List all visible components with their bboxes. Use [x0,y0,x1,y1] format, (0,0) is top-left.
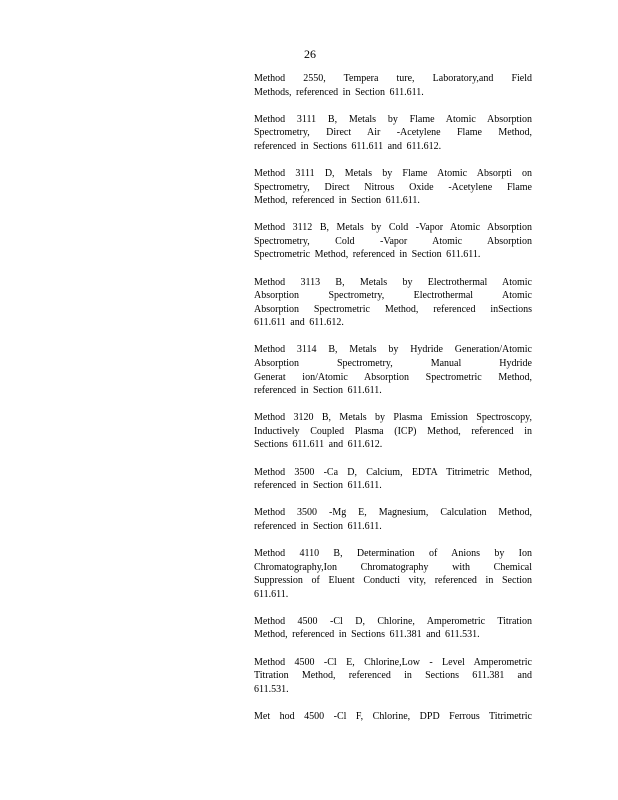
entry-line: 611.531. [254,683,289,695]
entry-line: Method 3112 B, Metals by Cold -Vapor Atomic Absorption [254,222,532,234]
reference-entry-method-3112b [254,221,532,262]
entry-line: Suppression of Eluent Conducti vity, referenced in Section [254,575,532,587]
entry-line: Method 3120 B, Metals by Plasma Emission Spectroscopy, [254,412,532,424]
reference-entry-method-3114b [254,343,532,397]
reference-list [254,72,532,737]
page-number: 26 [304,47,316,61]
entry-line: Absorption Spectrometric Method, referenced inSections [254,303,532,315]
entry-line: Method 2550, Tempera ture, Laboratory,and Field [254,73,532,84]
entry-line: Chromatography,Ion Chromatography with Chemical [254,561,532,573]
reference-entry-method-4500-cl-f [254,710,532,724]
entry-line: 611.611. [254,588,289,600]
entry-line: Method 4500 -Cl E, Chlorine,Low - Level Amperometric [254,656,532,668]
entry-line: Method 3113 B, Metals by Electrothermal Atomic [254,276,532,288]
entry-line: Method 3114 B, Metals by Hydride Generation/Atomic [254,344,532,356]
entry-line: Method, referenced in Sections 611.381 and 611.531. [254,629,480,641]
entry-line: Sections 611.611 and 611.612. [254,439,383,451]
entry-line: referenced in Section 611.611. [254,385,382,397]
reference-entry-method-3500-ca-d [254,466,532,493]
entry-line: referenced in Sections 611.611 and 611.612. [254,140,442,152]
entry-line: Method, referenced in Section 611.611. [254,195,420,207]
entry-line: Absorption Spectrometry, Manual Hydride [254,358,532,369]
reference-entry-method-3111b [254,113,532,154]
entry-line: Method 4110 B, Determination of Anions by Ion [254,547,532,559]
reference-entry-method-4500-cl-e [254,656,532,697]
entry-line: Method 3111 B, Metals by Flame Atomic Absorption [254,113,532,125]
entry-line: Generat ion/Atomic Absorption Spectrometric Method, [254,371,532,383]
reference-entry-method-2550 [254,72,532,99]
entry-line: Spectrometric Method, referenced in Section 611.611. [254,249,481,261]
entry-line: Spectrometry, Direct Air -Acetylene Flame Method, [254,127,532,139]
reference-entry-method-3113b [254,276,532,330]
reference-entry-method-3500-mg-e [254,506,532,533]
reference-entry-method-4500-cl-d [254,615,532,642]
entry-line: Method 3500 -Mg E, Magnesium, Calculation Method, [254,507,532,519]
entry-line: Spectrometry, Cold -Vapor Atomic Absorption [254,235,532,247]
entry-line: Met hod 4500 -Cl F, Chlorine, DPD Ferrous Titrimetric [254,710,532,722]
entry-line: Method 4500 -Cl D, Chlorine, Amperometric Titration [254,615,532,627]
entry-line: Absorption Spectrometry, Electrothermal Atomic [254,290,532,302]
reference-entry-method-3111d [254,167,532,208]
entry-line: referenced in Section 611.611. [254,480,382,492]
entry-line: Method 3111 D, Metals by Flame Atomic Absorpti on [254,167,532,179]
reference-entry-method-3120b [254,411,532,452]
entry-line: Methods, referenced in Section 611.611. [254,86,424,98]
entry-line: referenced in Section 611.611. [254,520,382,532]
entry-line: 611.611 and 611.612. [254,317,344,329]
entry-line: Inductively Coupled Plasma (ICP) Method, referenced in [254,425,532,437]
entry-line: Spectrometry, Direct Nitrous Oxide -Acetylene Flame [254,181,532,193]
reference-entry-method-4110b [254,547,532,601]
entry-line: Titration Method, referenced in Sections 611.381 and [254,670,532,682]
entry-line: Method 3500 -Ca D, Calcium, EDTA Titrimetric Method, [254,466,532,478]
